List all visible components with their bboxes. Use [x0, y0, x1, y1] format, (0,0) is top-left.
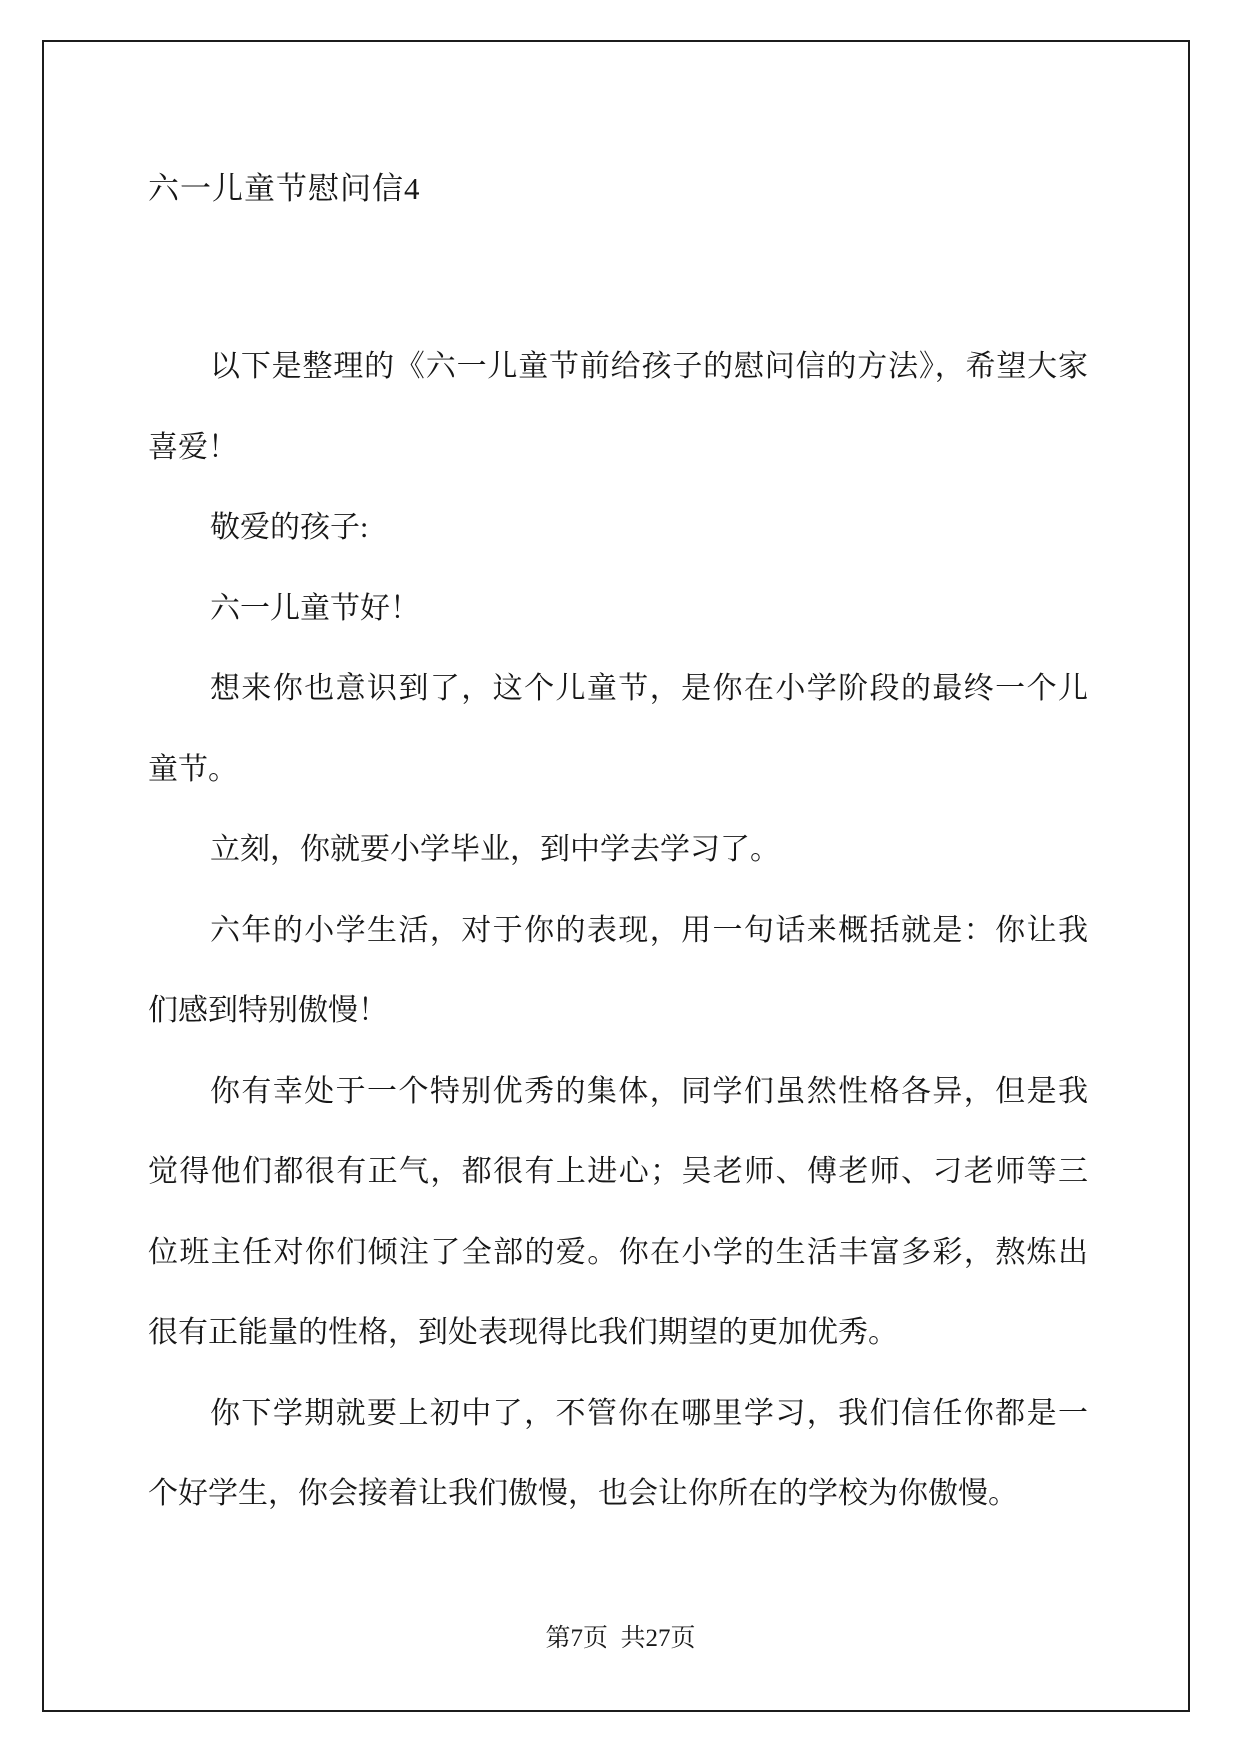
page-number: 第7页 共27页 [545, 1625, 696, 1652]
text-line: 敬爱的孩子: [210, 511, 369, 544]
text-line: 立刻，你就要小学毕业，到中学去学习了。 [210, 833, 780, 866]
text-line: 个好学生，你会接着让我们傲慢，也会让你所在的学校为你傲慢。 [148, 1477, 1018, 1510]
document-title: 六一儿童节慰问信4 [148, 171, 421, 206]
text-line: 喜爱！ [148, 431, 238, 464]
text-line: 童节。 [148, 753, 238, 786]
page-border-frame [42, 40, 1190, 1712]
text-line: 以下是整理的《六一儿童节前给孩子的慰问信的方法》，希望大家 [210, 350, 1088, 383]
text-line: 们感到特别傲慢！ [148, 994, 388, 1027]
text-line: 觉得他们都很有正气，都很有上进心；吴老师、傅老师、刁老师等三 [148, 1155, 1088, 1188]
text-line: 你下学期就要上初中了，不管你在哪里学习，我们信任你都是一 [210, 1397, 1088, 1430]
text-line: 位班主任对你们倾注了全部的爱。你在小学的生活丰富多彩，熬炼出 [148, 1236, 1088, 1269]
text-line: 六一儿童节好！ [210, 592, 420, 625]
text-line: 六年的小学生活，对于你的表现，用一句话来概括就是：你让我 [210, 914, 1088, 947]
text-line: 想来你也意识到了，这个儿童节，是你在小学阶段的最终一个儿 [210, 672, 1088, 705]
text-line: 很有正能量的性格，到处表现得比我们期望的更加优秀。 [148, 1316, 898, 1349]
text-line: 你有幸处于一个特别优秀的集体，同学们虽然性格各异，但是我 [210, 1075, 1088, 1108]
